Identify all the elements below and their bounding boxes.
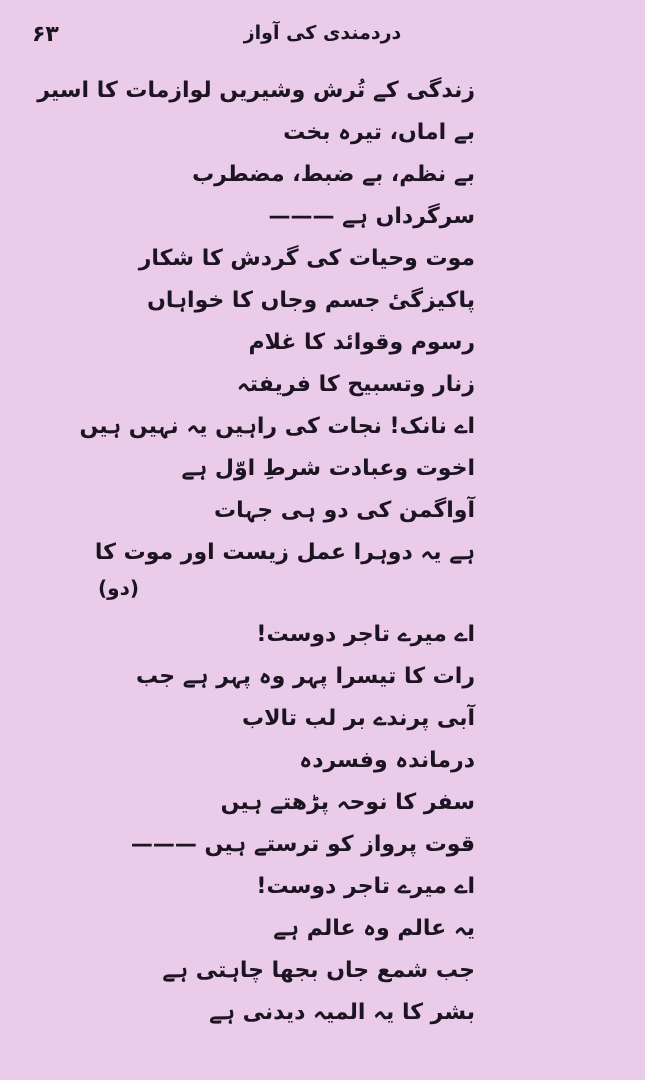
- poem-line: اخوت وعبادت شرطِ اوّل ہے: [181, 456, 475, 481]
- poem-line: سفر کا نوحہ پڑھتے ہیں: [220, 790, 475, 815]
- poem-line: یہ عالم وہ عالم ہے: [273, 916, 475, 941]
- poem-line: اے میرے تاجر دوست!: [256, 622, 475, 647]
- section-marker: (دو): [98, 576, 139, 600]
- poem-line: سرگرداں ہے ———: [268, 204, 475, 229]
- poem-line: درماندہ وفسردہ: [299, 748, 475, 773]
- poem-line: بشر کا یہ المیہ دیدنی ہے: [209, 1000, 475, 1025]
- poem-line: اے نانک! نجات کی راہیں یہ نہیں ہیں: [79, 414, 475, 439]
- page-number: ۶۳: [32, 22, 59, 47]
- poem-stanza-one: [37, 70, 475, 574]
- poem-line: زنار وتسبیح کا فریفتہ: [236, 372, 475, 397]
- poem-line: جب شمع جاں بجھا چاہتی ہے: [162, 958, 475, 983]
- poem-line: رات کا تیسرا پہر وہ پہر ہے جب: [135, 664, 475, 689]
- poem-line: زندگی کے تُرش وشیریں لوازمات کا اسیر: [37, 78, 475, 103]
- poem-line: ہے یہ دوہرا عمل زیست اور موت کا: [94, 540, 475, 565]
- poem-line: قوت پرواز کو ترستے ہیں ———: [130, 832, 475, 857]
- poem-line: بے اماں، تیرہ بخت: [283, 120, 475, 145]
- poem-line: آواگمن کی دو ہی جہات: [213, 498, 475, 523]
- poem-line: پاکیزگیٔ جسم وجاں کا خواہاں: [147, 288, 475, 313]
- poem-line: بے نظم، بے ضبط، مضطرب: [192, 162, 475, 187]
- poem-line: رسوم وقوائد کا غلام: [248, 330, 475, 355]
- poem-line: موت وحیات کی گردش کا شکار: [138, 246, 475, 271]
- poem-stanza-two: [131, 614, 475, 1034]
- running-title: دردمندی کی آواز: [243, 22, 402, 44]
- poem-line: اے میرے تاجر دوست!: [256, 874, 475, 899]
- poem-line: آبی پرندے بر لب تالاب: [241, 706, 475, 731]
- page-header: [0, 22, 645, 56]
